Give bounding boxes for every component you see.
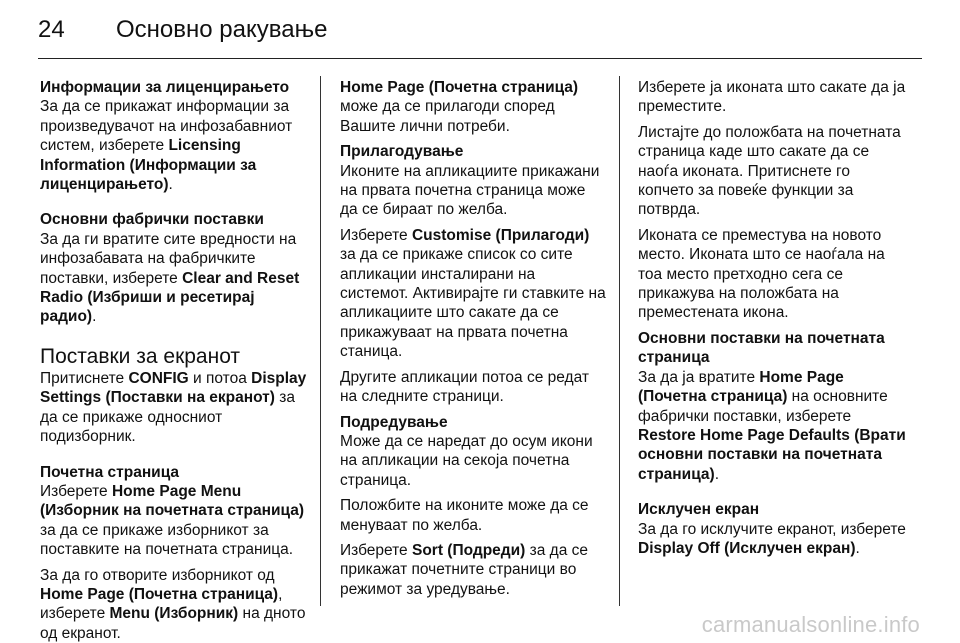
text: Изберете: [340, 541, 412, 559]
menu-item-label: Sort (Подреди): [411, 541, 526, 559]
text: За да се прикажат информации за произведувачот на инфозабавниот систем, изберете: [40, 98, 293, 155]
text: За да го исклучите екранот, изберете: [638, 520, 906, 538]
move-paragraph-2: Листајте до положбата на почетната страница каде што сакате да се наоѓа иконата. Притиснете го копчето за повеќе функции за потврда.: [638, 123, 901, 219]
text: Изберете: [340, 226, 412, 244]
menu-item-label: Restore Home Page Defaults (Врати основни поставки на почетната страница): [638, 426, 906, 483]
menu-item-label: Home Page Menu (Изборник на почетната страница): [40, 482, 305, 520]
text: .: [855, 539, 860, 557]
customise-heading: Прилагодување: [340, 143, 464, 161]
menu-item-label: Display Off (Исклучен екран): [638, 539, 856, 557]
page-number: 24: [38, 16, 65, 43]
menu-item-label: Home Page (Почетна страница): [638, 368, 844, 406]
page-title: Основно ракување: [116, 16, 328, 43]
display-off-paragraph: [638, 520, 906, 559]
factory-paragraph: [40, 230, 308, 327]
menu-item-label: Menu (Изборник): [109, 605, 239, 623]
sort-paragraph-3: [340, 541, 606, 599]
watermark: carmanualsonline.info: [701, 612, 920, 637]
menu-item-label: Clear and Reset Radio (Избриши и ресетирај радио): [40, 269, 300, 326]
column-divider: [619, 76, 620, 606]
menu-item-label: Home Page (Почетна страница): [40, 585, 279, 603]
text: Притиснете: [40, 369, 129, 387]
display-off-heading: Исклучен екран: [638, 501, 760, 519]
text: за да се прикаже изборникот за поставките на почетната страница.: [40, 521, 294, 559]
sort-heading: Подредување: [340, 413, 448, 431]
page-header: [38, 16, 922, 56]
licensing-paragraph: [40, 97, 308, 194]
text: за да се прикажат почетните страници во режимот за уредување.: [340, 541, 589, 598]
text: Изберете: [40, 482, 112, 500]
column-divider: [320, 76, 321, 606]
text: .: [714, 465, 720, 483]
text: За да го отворите изборникот од: [40, 566, 275, 584]
column-right: [638, 78, 906, 558]
text: .: [168, 176, 173, 194]
text: .: [92, 308, 97, 326]
menu-item-label: Display Settings (Поставки на екранот): [40, 369, 307, 407]
home-page-paragraph-1: [40, 482, 308, 560]
column-middle: [340, 78, 606, 599]
customise-paragraph-3: Другите апликации потоа се редат на следните страници.: [340, 368, 589, 406]
text: на дното од екранот.: [40, 605, 306, 642]
screen-settings-paragraph: [40, 369, 308, 447]
column-left: [40, 78, 308, 643]
home-page-heading: Почетна страница: [40, 463, 180, 481]
home-page-cont-paragraph: [340, 78, 606, 136]
home-page-paragraph-2: [40, 566, 308, 643]
button-label: CONFIG: [128, 369, 189, 387]
home-defaults-heading: Основни поставки на почетната страница: [638, 329, 885, 367]
text: за да се прикаже список со сите апликации инсталирани на системот. Активирајте ги ставките на апликациите што сакате да се прикажуваат на првата почетна станица.: [340, 246, 606, 361]
sort-paragraph-1: Може да се наредат до осум икони на апликации на секоја почетна страница.: [340, 432, 593, 489]
header-rule: [38, 58, 922, 59]
customise-paragraph-1: Иконите на апликациите прикажани на првата почетна страница може да се бираат по желба.: [340, 162, 600, 219]
sort-paragraph-2: Положбите на иконите може да се менуваат по желба.: [340, 497, 589, 534]
screen-settings-heading: Поставки за екранот: [40, 344, 241, 368]
home-defaults-paragraph: [638, 368, 906, 484]
menu-item-label: Home Page (Почетна страница): [340, 79, 579, 96]
text: може да се прилагоди според Вашите лични потреби.: [340, 98, 555, 135]
menu-item-label: Licensing Information (Информации за лиценцирањето): [40, 137, 257, 194]
menu-item-label: Customise (Прилагоди): [411, 226, 590, 244]
move-paragraph-1: Изберете ја иконата што сакате да ја преместите.: [638, 79, 906, 116]
text: За да ги вратите сите вредности на инфозабавата на фабричките поставки, изберете: [40, 230, 297, 287]
text: на основните фабрички поставки, изберете: [638, 388, 888, 425]
move-paragraph-3: Иконата се преместува на новото место. Иконата што се наоѓала на тоа место претходно сега се прикажува на положбата на преместената икона.: [638, 226, 885, 322]
text: , изберете: [40, 585, 283, 623]
customise-paragraph-2: [340, 226, 606, 362]
licensing-heading: Информации за лиценцирањето: [40, 79, 290, 96]
factory-heading: Основни фабрички поставки: [40, 211, 264, 229]
text: за да се прикаже односниот подизборник.: [40, 389, 295, 446]
text: За да ја вратите: [638, 368, 760, 386]
text: и потоа: [188, 369, 252, 387]
